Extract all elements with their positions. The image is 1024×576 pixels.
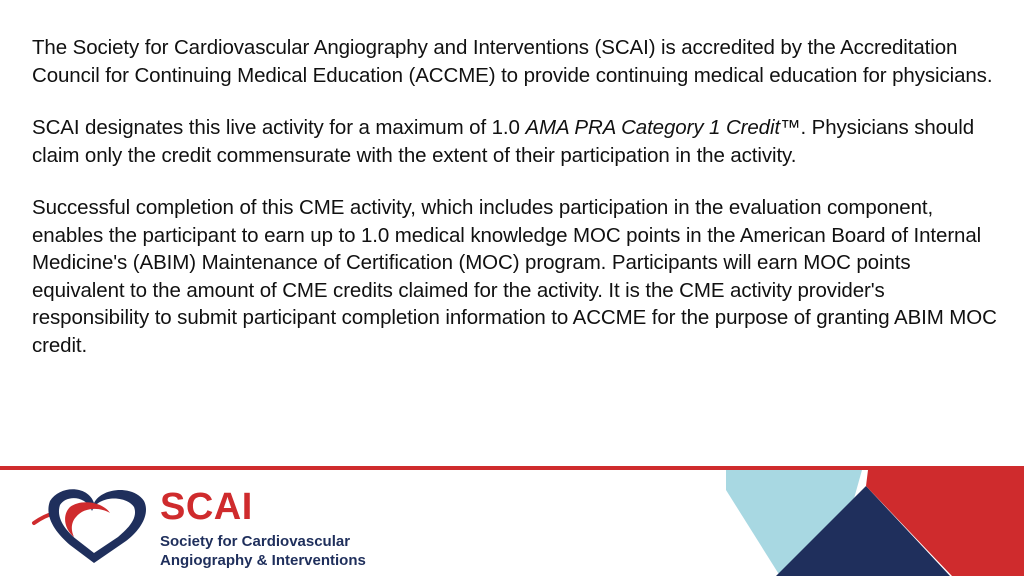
credit-text-post: ™. Physicians should claim only the credit commensurate with the extent of their participation in the activity. [32,116,975,167]
logo-line-2: Angiography & Interventions [160,552,366,569]
logo-acronym: SCAI [160,486,253,528]
credit-text-pre: SCAI designates this live activity for a maximum of 1.0 [32,116,526,139]
scai-heart-logo-icon [30,483,152,565]
credit-designation-paragraph [32,114,1000,169]
main-content [32,34,1000,384]
footer [0,470,1024,576]
credit-name: AMA PRA Category 1 Credit [525,116,781,139]
accreditation-paragraph: The Society for Cardiovascular Angiography and Interventions (SCAI) is accredited by the Accreditation Council for Continuing Medical Education (ACCME) to provide continuing medical education for physicians. [32,36,993,87]
moc-paragraph: Successful completion of this CME activity, which includes participation in the evaluation component, enables the participant to earn up to 1.0 medical knowledge MOC points in the American Board of Internal Medicine's (ABIM) Maintenance of Certification (MOC) program. Participants will earn MOC points equivalent to the amount of CME credits claimed for the activity. It is the CME activity provider's responsibility to submit participant completion information to ACCME for the purpose of granting ABIM MOC credit. [32,196,997,357]
scai-logo-text [160,488,366,570]
logo-line-1: Society for Cardiovascular [160,533,351,550]
